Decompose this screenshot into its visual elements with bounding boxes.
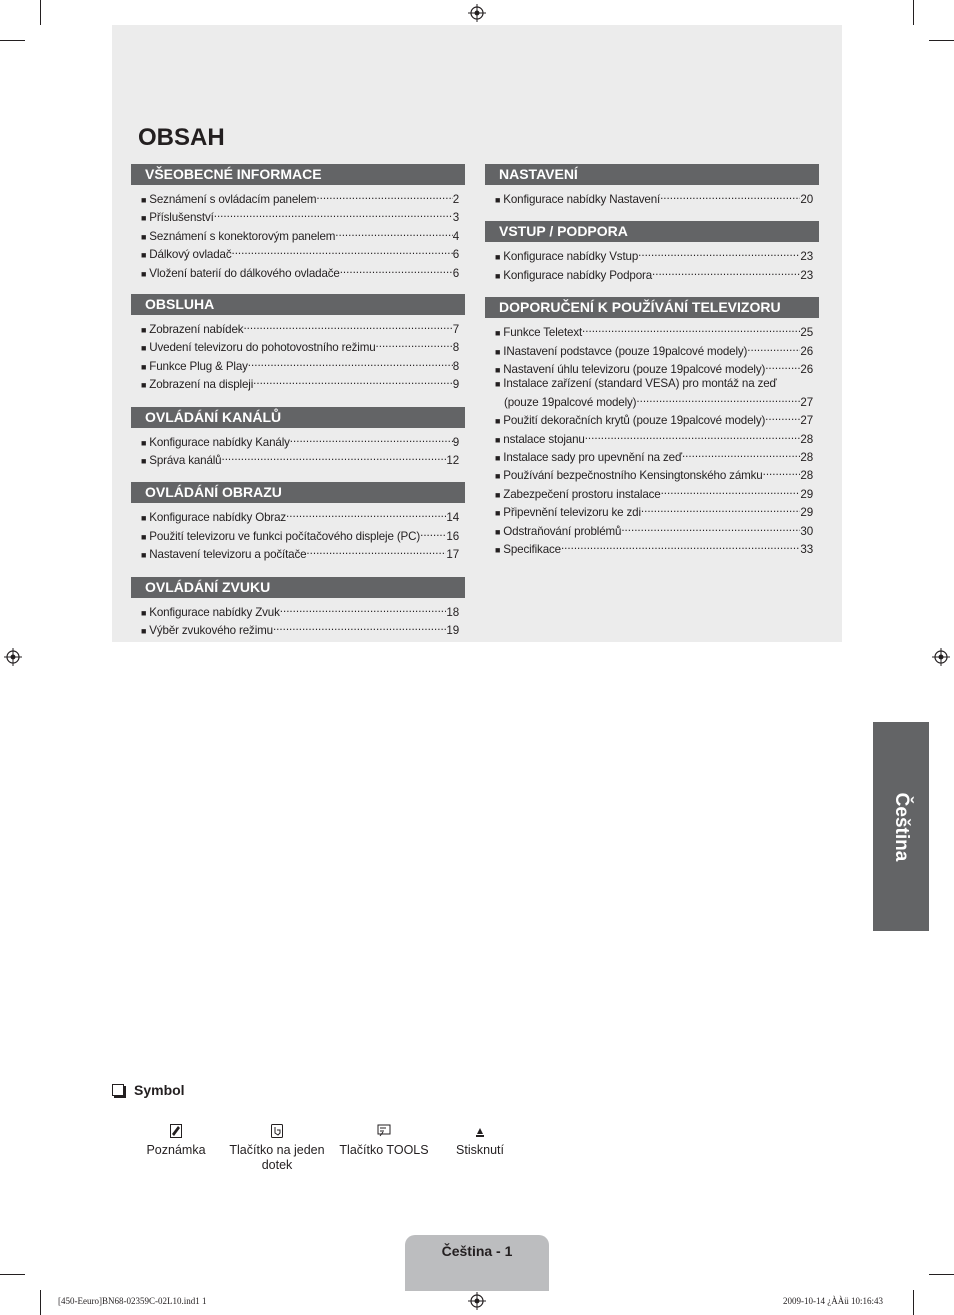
toc-entry-page: 14 <box>446 511 459 525</box>
toc-entry[interactable] <box>141 226 459 244</box>
section-heading: DOPORUČENÍ K POUŽÍVÁNÍ TELEVIZORU <box>485 297 819 318</box>
dot-leader <box>582 322 800 336</box>
page-title: OBSAH <box>138 124 225 151</box>
registration-mark-icon <box>468 4 486 22</box>
press-icon <box>475 1124 485 1138</box>
toc-entry-label: Připevnění televizoru ke zdi <box>503 506 641 520</box>
dot-leader <box>248 356 453 370</box>
toc-entry[interactable] <box>495 447 813 465</box>
dot-leader <box>682 447 800 461</box>
toc-entry[interactable] <box>495 521 813 539</box>
crop-mark <box>929 40 954 41</box>
toc-section <box>131 482 465 562</box>
toc-entry-label: Nastavení úhlu televizoru (pouze 19palcové modely) <box>503 363 766 377</box>
square-bullet-icon: ■ <box>141 195 147 205</box>
square-bullet-icon: ■ <box>495 453 501 464</box>
toc-entry-label: Seznámení s konektorovým panelem <box>149 229 336 243</box>
square-bullet-icon: ■ <box>495 379 501 390</box>
toc-entry-label: Konfigurace nabídky Nastavení <box>503 193 661 206</box>
section-heading: VSTUP / PODPORA <box>485 221 819 242</box>
dot-leader <box>652 265 800 279</box>
crop-mark <box>40 1290 41 1315</box>
toc-section <box>131 294 465 393</box>
square-bullet-icon: ■ <box>495 526 501 537</box>
toc-entry-page: 28 <box>800 469 813 483</box>
square-bullet-icon: ■ <box>495 365 501 376</box>
toc-entry-page: 26 <box>800 344 813 358</box>
toc-entry[interactable] <box>141 544 459 562</box>
dot-leader <box>280 602 447 616</box>
dot-leader <box>376 337 453 351</box>
toc-entry-page: 4 <box>452 229 459 243</box>
dot-leader <box>585 429 801 443</box>
toc-entry-label: Dálkový ovladač <box>149 248 232 262</box>
toc-entry-page: 29 <box>800 487 813 501</box>
dot-leader <box>253 374 453 388</box>
dot-leader <box>214 207 453 221</box>
footer-page-tab <box>405 1235 549 1291</box>
dot-leader <box>420 526 446 540</box>
dot-leader <box>286 507 446 521</box>
toc-entry-page: 16 <box>446 529 459 543</box>
print-timestamp: 2009-10-14 ¿ÀÀü 10:16:43 <box>783 1296 883 1306</box>
toc-entry[interactable] <box>495 392 813 410</box>
toc-entry[interactable] <box>495 539 813 557</box>
toc-entry-label: (pouze 19palcové modely) <box>504 395 637 409</box>
toc-entry-label: Výběr zvukového režimu <box>149 624 273 638</box>
dot-leader <box>306 544 446 558</box>
toc-entry-label: Zobrazení nabídek <box>149 323 244 337</box>
toc-entry-page: 25 <box>800 326 813 340</box>
symbol-heading-text: Symbol <box>134 1082 185 1098</box>
toc-entry-page: 9 <box>452 378 459 392</box>
dot-leader <box>636 392 800 406</box>
toc-entry-label: Použití televizoru ve funkci počítačového displeje (PC) <box>149 529 421 543</box>
toc-entry-label: Zobrazení na displeji <box>149 378 254 392</box>
toc-entry-page: 9 <box>452 435 459 449</box>
toc-section <box>485 164 819 207</box>
toc-entry[interactable] <box>141 356 459 374</box>
toc-entry[interactable] <box>141 432 459 450</box>
dot-leader <box>747 341 800 355</box>
crop-mark <box>913 1290 914 1315</box>
section-heading: VŠEOBECNÉ INFORMACE <box>131 164 465 185</box>
square-bullet-icon: ■ <box>141 456 147 467</box>
toc-entry[interactable] <box>141 450 459 468</box>
toc-entry[interactable] <box>495 410 813 428</box>
registration-mark-icon <box>932 648 950 666</box>
toc-section <box>485 221 819 283</box>
symbol-label: Stisknutí <box>456 1143 504 1157</box>
toc-entry-page: 30 <box>800 524 813 538</box>
toc-entry-label: nstalace stojanu <box>503 432 585 446</box>
toc-entry[interactable] <box>495 429 813 447</box>
registration-mark-icon <box>468 1292 486 1310</box>
toc-entry-page: 28 <box>800 432 813 446</box>
toc-section <box>131 577 465 639</box>
toc-entry-label: Použití dekoračních krytů (pouze 19palcové modely) <box>503 414 766 428</box>
square-bullet-icon: ■ <box>495 545 501 556</box>
toc-entry-page: 33 <box>800 543 813 557</box>
symbol-item-note <box>121 1124 231 1158</box>
toc-entry-page: 8 <box>452 359 459 373</box>
square-bullet-icon: ■ <box>495 270 501 281</box>
section-heading: OVLÁDÁNÍ OBRAZU <box>131 482 465 503</box>
toc-entry-page: 28 <box>800 451 813 465</box>
toc-entry-label: Používání bezpečnostního Kensingtonského zámku <box>503 469 763 483</box>
toc-entry[interactable] <box>495 377 813 391</box>
tools-button-icon <box>377 1124 391 1138</box>
toc-entry[interactable] <box>495 341 813 359</box>
square-bullet-icon: ■ <box>141 268 147 279</box>
toc-entry[interactable] <box>141 189 459 207</box>
toc-entry-label: INastavení podstavce (pouze 19palcové modely) <box>503 344 748 358</box>
square-bullet-icon: ■ <box>141 231 147 242</box>
dot-leader <box>763 465 801 479</box>
symbol-heading <box>112 1082 185 1098</box>
toc-entry[interactable] <box>495 502 813 520</box>
note-icon <box>170 1124 182 1138</box>
square-bullet-icon: ■ <box>141 213 147 224</box>
dot-leader <box>243 319 452 333</box>
square-bullet-icon: ■ <box>495 252 501 263</box>
toc-entry[interactable] <box>495 465 813 483</box>
symbol-label: Tlačítko TOOLS <box>339 1143 429 1157</box>
toc-entry-page: 23 <box>800 268 813 282</box>
dot-leader <box>340 263 453 277</box>
toc-entry[interactable] <box>141 244 459 262</box>
toc-entry-label: Příslušenství <box>149 211 214 225</box>
toc-entry[interactable] <box>141 602 459 620</box>
square-bullet-icon: ■ <box>141 250 147 261</box>
language-label: Čeština <box>891 792 912 861</box>
toc-entry-label: Konfigurace nabídky Podpora <box>503 268 653 282</box>
language-side-tab <box>873 722 929 931</box>
toc-entry[interactable] <box>141 337 459 355</box>
dot-leader <box>273 620 446 634</box>
toc-entry-label: Odstraňování problémů <box>503 524 622 538</box>
toc-entry-page: 18 <box>446 605 459 619</box>
toc-entry[interactable] <box>495 189 813 207</box>
toc-entry[interactable] <box>141 507 459 525</box>
dot-leader <box>660 189 800 203</box>
toc-entry-label: Uvedení televizoru do pohotovostního režimu <box>149 341 376 355</box>
toc-entry-page: 27 <box>800 414 813 428</box>
toc-entry[interactable] <box>141 263 459 281</box>
dot-leader <box>290 432 453 446</box>
square-bullet-icon: ■ <box>141 437 147 448</box>
dot-leader <box>316 189 452 203</box>
dot-leader <box>221 450 446 464</box>
square-bullet-icon: ■ <box>495 434 501 445</box>
one-touch-button-icon <box>271 1124 283 1138</box>
section-heading: OVLÁDÁNÍ KANÁLŮ <box>131 407 465 428</box>
checkbox-bullet-icon <box>112 1084 124 1096</box>
crop-mark <box>913 0 914 25</box>
toc-entry[interactable] <box>141 374 459 392</box>
square-bullet-icon: ■ <box>495 416 501 427</box>
square-bullet-icon: ■ <box>495 471 501 482</box>
toc-entry[interactable] <box>495 359 813 377</box>
toc-entry[interactable] <box>141 526 459 544</box>
toc-entry-label: Funkce Teletext <box>503 326 583 340</box>
section-heading: NASTAVENÍ <box>485 164 819 185</box>
toc-right-column <box>485 164 819 558</box>
square-bullet-icon: ■ <box>495 508 501 519</box>
toc-entry-label: Nastavení televizoru a počítače <box>149 548 307 562</box>
toc-entry-label: Konfigurace nabídky Obraz <box>149 511 287 525</box>
symbol-label: Poznámka <box>146 1143 206 1157</box>
toc-entry[interactable] <box>141 319 459 337</box>
square-bullet-icon: ■ <box>495 346 501 357</box>
toc-entry-page: 2 <box>452 193 459 206</box>
dot-leader <box>621 521 800 535</box>
symbol-item-tools <box>329 1124 439 1158</box>
toc-entry-page: 23 <box>800 250 813 264</box>
toc-entry-page: 27 <box>800 395 813 409</box>
dot-leader <box>335 226 452 240</box>
toc-entry-label: Instalace sady pro upevnění na zeď <box>503 451 682 465</box>
symbol-item-press <box>425 1124 535 1158</box>
square-bullet-icon: ■ <box>141 550 147 561</box>
toc-entry-page: 20 <box>800 193 813 206</box>
dot-leader <box>231 244 452 258</box>
toc-entry-page: 19 <box>446 624 459 638</box>
symbol-label: Tlačítko na jeden dotek <box>229 1143 325 1172</box>
square-bullet-icon: ■ <box>141 380 147 391</box>
crop-mark <box>0 1274 25 1275</box>
section-heading: OBSLUHA <box>131 294 465 315</box>
toc-entry-page: 26 <box>800 363 813 377</box>
square-bullet-icon: ■ <box>495 195 501 205</box>
toc-entry-page: 7 <box>452 323 459 337</box>
toc-section <box>485 297 819 557</box>
toc-entry-label: Konfigurace nabídky Zvuk <box>149 605 280 619</box>
dot-leader <box>765 359 800 373</box>
toc-entry-page: 3 <box>452 211 459 225</box>
toc-entry-page: 6 <box>452 266 459 280</box>
square-bullet-icon: ■ <box>141 361 147 372</box>
square-bullet-icon: ■ <box>141 325 147 336</box>
toc-entry-label: Seznámení s ovládacím panelem <box>149 193 317 206</box>
toc-entry[interactable] <box>495 265 813 283</box>
dot-leader <box>765 410 800 424</box>
square-bullet-icon: ■ <box>141 343 147 354</box>
registration-mark-icon <box>4 648 22 666</box>
page-number: Čeština - 1 <box>441 1243 513 1259</box>
toc-entry[interactable] <box>141 620 459 638</box>
square-bullet-icon: ■ <box>141 531 147 542</box>
toc-entry-page: 12 <box>446 454 459 468</box>
file-info: [450-Eeuro]BN68-02359C-02L10.ind1 1 <box>58 1296 207 1306</box>
crop-mark <box>40 0 41 25</box>
toc-entry-page: 17 <box>446 548 459 562</box>
toc-entry-label: Správa kanálů <box>149 454 222 468</box>
toc-section <box>131 164 465 281</box>
dot-leader <box>641 502 801 516</box>
toc-entry-page: 29 <box>800 506 813 520</box>
toc-entry-page: 8 <box>452 341 459 355</box>
toc-entry[interactable] <box>141 207 459 225</box>
toc-entry-label: Specifikace <box>503 543 561 557</box>
square-bullet-icon: ■ <box>495 328 501 339</box>
toc-entry[interactable] <box>495 246 813 264</box>
toc-left-column <box>131 164 465 639</box>
dot-leader <box>561 539 800 553</box>
toc-entry-page: 6 <box>452 248 459 262</box>
square-bullet-icon: ■ <box>495 489 501 500</box>
dot-leader <box>638 246 800 260</box>
toc-entry[interactable] <box>495 484 813 502</box>
crop-mark <box>0 40 25 41</box>
dot-leader <box>661 484 801 498</box>
square-bullet-icon: ■ <box>141 513 147 524</box>
section-heading: OVLÁDÁNÍ ZVUKU <box>131 577 465 598</box>
toc-entry-label: Zabezpečení prostoru instalace <box>503 487 661 501</box>
square-bullet-icon: ■ <box>141 607 147 618</box>
toc-entry-label: Funkce Plug & Play <box>149 359 248 373</box>
toc-section <box>131 407 465 469</box>
toc-entry-label: Instalace zařízení (standard VESA) pro montáž na zeď <box>503 377 777 391</box>
toc-entry[interactable] <box>495 322 813 340</box>
symbol-item-one-touch <box>222 1124 332 1173</box>
square-bullet-icon: ■ <box>141 626 147 637</box>
crop-mark <box>929 1274 954 1275</box>
toc-entry-label: Konfigurace nabídky Kanály <box>149 435 290 449</box>
toc-entry-label: Vložení baterií do dálkového ovladače <box>149 266 340 280</box>
toc-entry-label: Konfigurace nabídky Vstup <box>503 250 639 264</box>
